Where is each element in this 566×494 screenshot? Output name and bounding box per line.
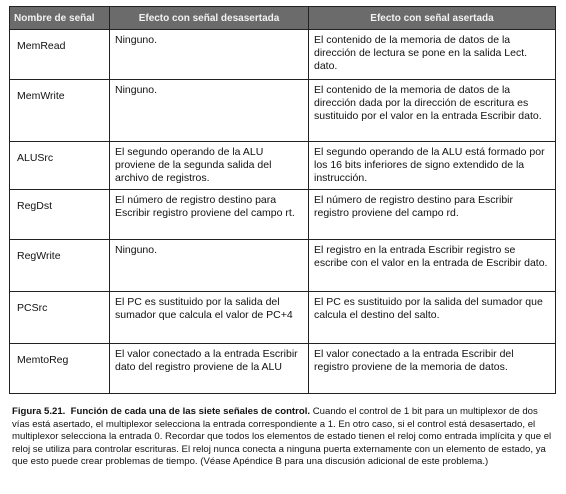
header-deasserted-effect: Efecto con señal desasertada [110, 7, 309, 30]
asserted-effect-cell: El PC es sustituido por la salida del sumador que calcula el destino del salto. [309, 292, 556, 344]
table-header-row [10, 7, 556, 30]
caption-body: Cuando el control de 1 bit para un multiplexor de dos vías está asertado, el multiplexor selecciona la entrada correspondiente a 1. En otro caso, si el control está desasertado, el multiplexor selecciona la entrada 0. Recordar que todos los elementos de estado tienen el reloj como entrada implícita y que el reloj se utiliza para controlar escrituras. El reloj nunca conecta a ninguna puerta externamente con un elemento de estado, ya que esto puede crear problemas de tiempo. (Véase Apéndice B para una discusión adicional de este problema.) [12, 406, 552, 467]
signal-name-cell: RegDst [10, 190, 110, 240]
asserted-effect-cell: El registro en la entrada Escribir registro se escribe con el valor en la entrada de Escribir dato. [309, 240, 556, 292]
signal-name-cell: ALUSrc [10, 142, 110, 190]
header-asserted-effect: Efecto con señal asertada [309, 7, 556, 30]
caption-title: Función de cada una de las siete señales de control. [70, 406, 311, 417]
signal-name-cell: MemtoReg [10, 344, 110, 394]
asserted-effect-cell: El número de registro destino para Escribir registro proviene del campo rd. [309, 190, 556, 240]
deasserted-effect-cell: El PC es sustituido por la salida del sumador que calcula el valor de PC+4 [110, 292, 309, 344]
table-row [10, 190, 556, 240]
table-row [10, 344, 556, 394]
asserted-effect-cell: El contenido de la memoria de datos de la dirección dada por la dirección de escritura es sustituido por el valor en la entrada Escribir dato. [309, 80, 556, 142]
table-row [10, 80, 556, 142]
signal-name-cell: PCSrc [10, 292, 110, 344]
control-signals-table [9, 6, 556, 394]
asserted-effect-cell: El valor conectado a la entrada Escribir del registro proviene de la memoria de datos. [309, 344, 556, 394]
table-row [10, 142, 556, 190]
deasserted-effect-cell: Ninguno. [110, 240, 309, 292]
table-row [10, 30, 556, 80]
signal-name-cell: MemRead [10, 30, 110, 80]
deasserted-effect-cell: Ninguno. [110, 80, 309, 142]
caption-label: Figura 5.21. [12, 406, 66, 417]
deasserted-effect-cell: El número de registro destino para Escribir registro proviene del campo rt. [110, 190, 309, 240]
table-row [10, 292, 556, 344]
deasserted-effect-cell: Ninguno. [110, 30, 309, 80]
figure-caption [12, 406, 554, 469]
asserted-effect-cell: El contenido de la memoria de datos de la dirección de lectura se pone en la salida Lect. dato. [309, 30, 556, 80]
deasserted-effect-cell: El valor conectado a la entrada Escribir dato del registro proviene de la ALU [110, 344, 309, 394]
asserted-effect-cell: El segundo operando de la ALU está formado por los 16 bits inferiores de signo extendido de la instrucción. [309, 142, 556, 190]
header-signal-name: Nombre de señal [10, 7, 110, 30]
signal-name-cell: RegWrite [10, 240, 110, 292]
table-row [10, 240, 556, 292]
signal-name-cell: MemWrite [10, 80, 110, 142]
deasserted-effect-cell: El segundo operando de la ALU proviene de la segunda salida del archivo de registros. [110, 142, 309, 190]
